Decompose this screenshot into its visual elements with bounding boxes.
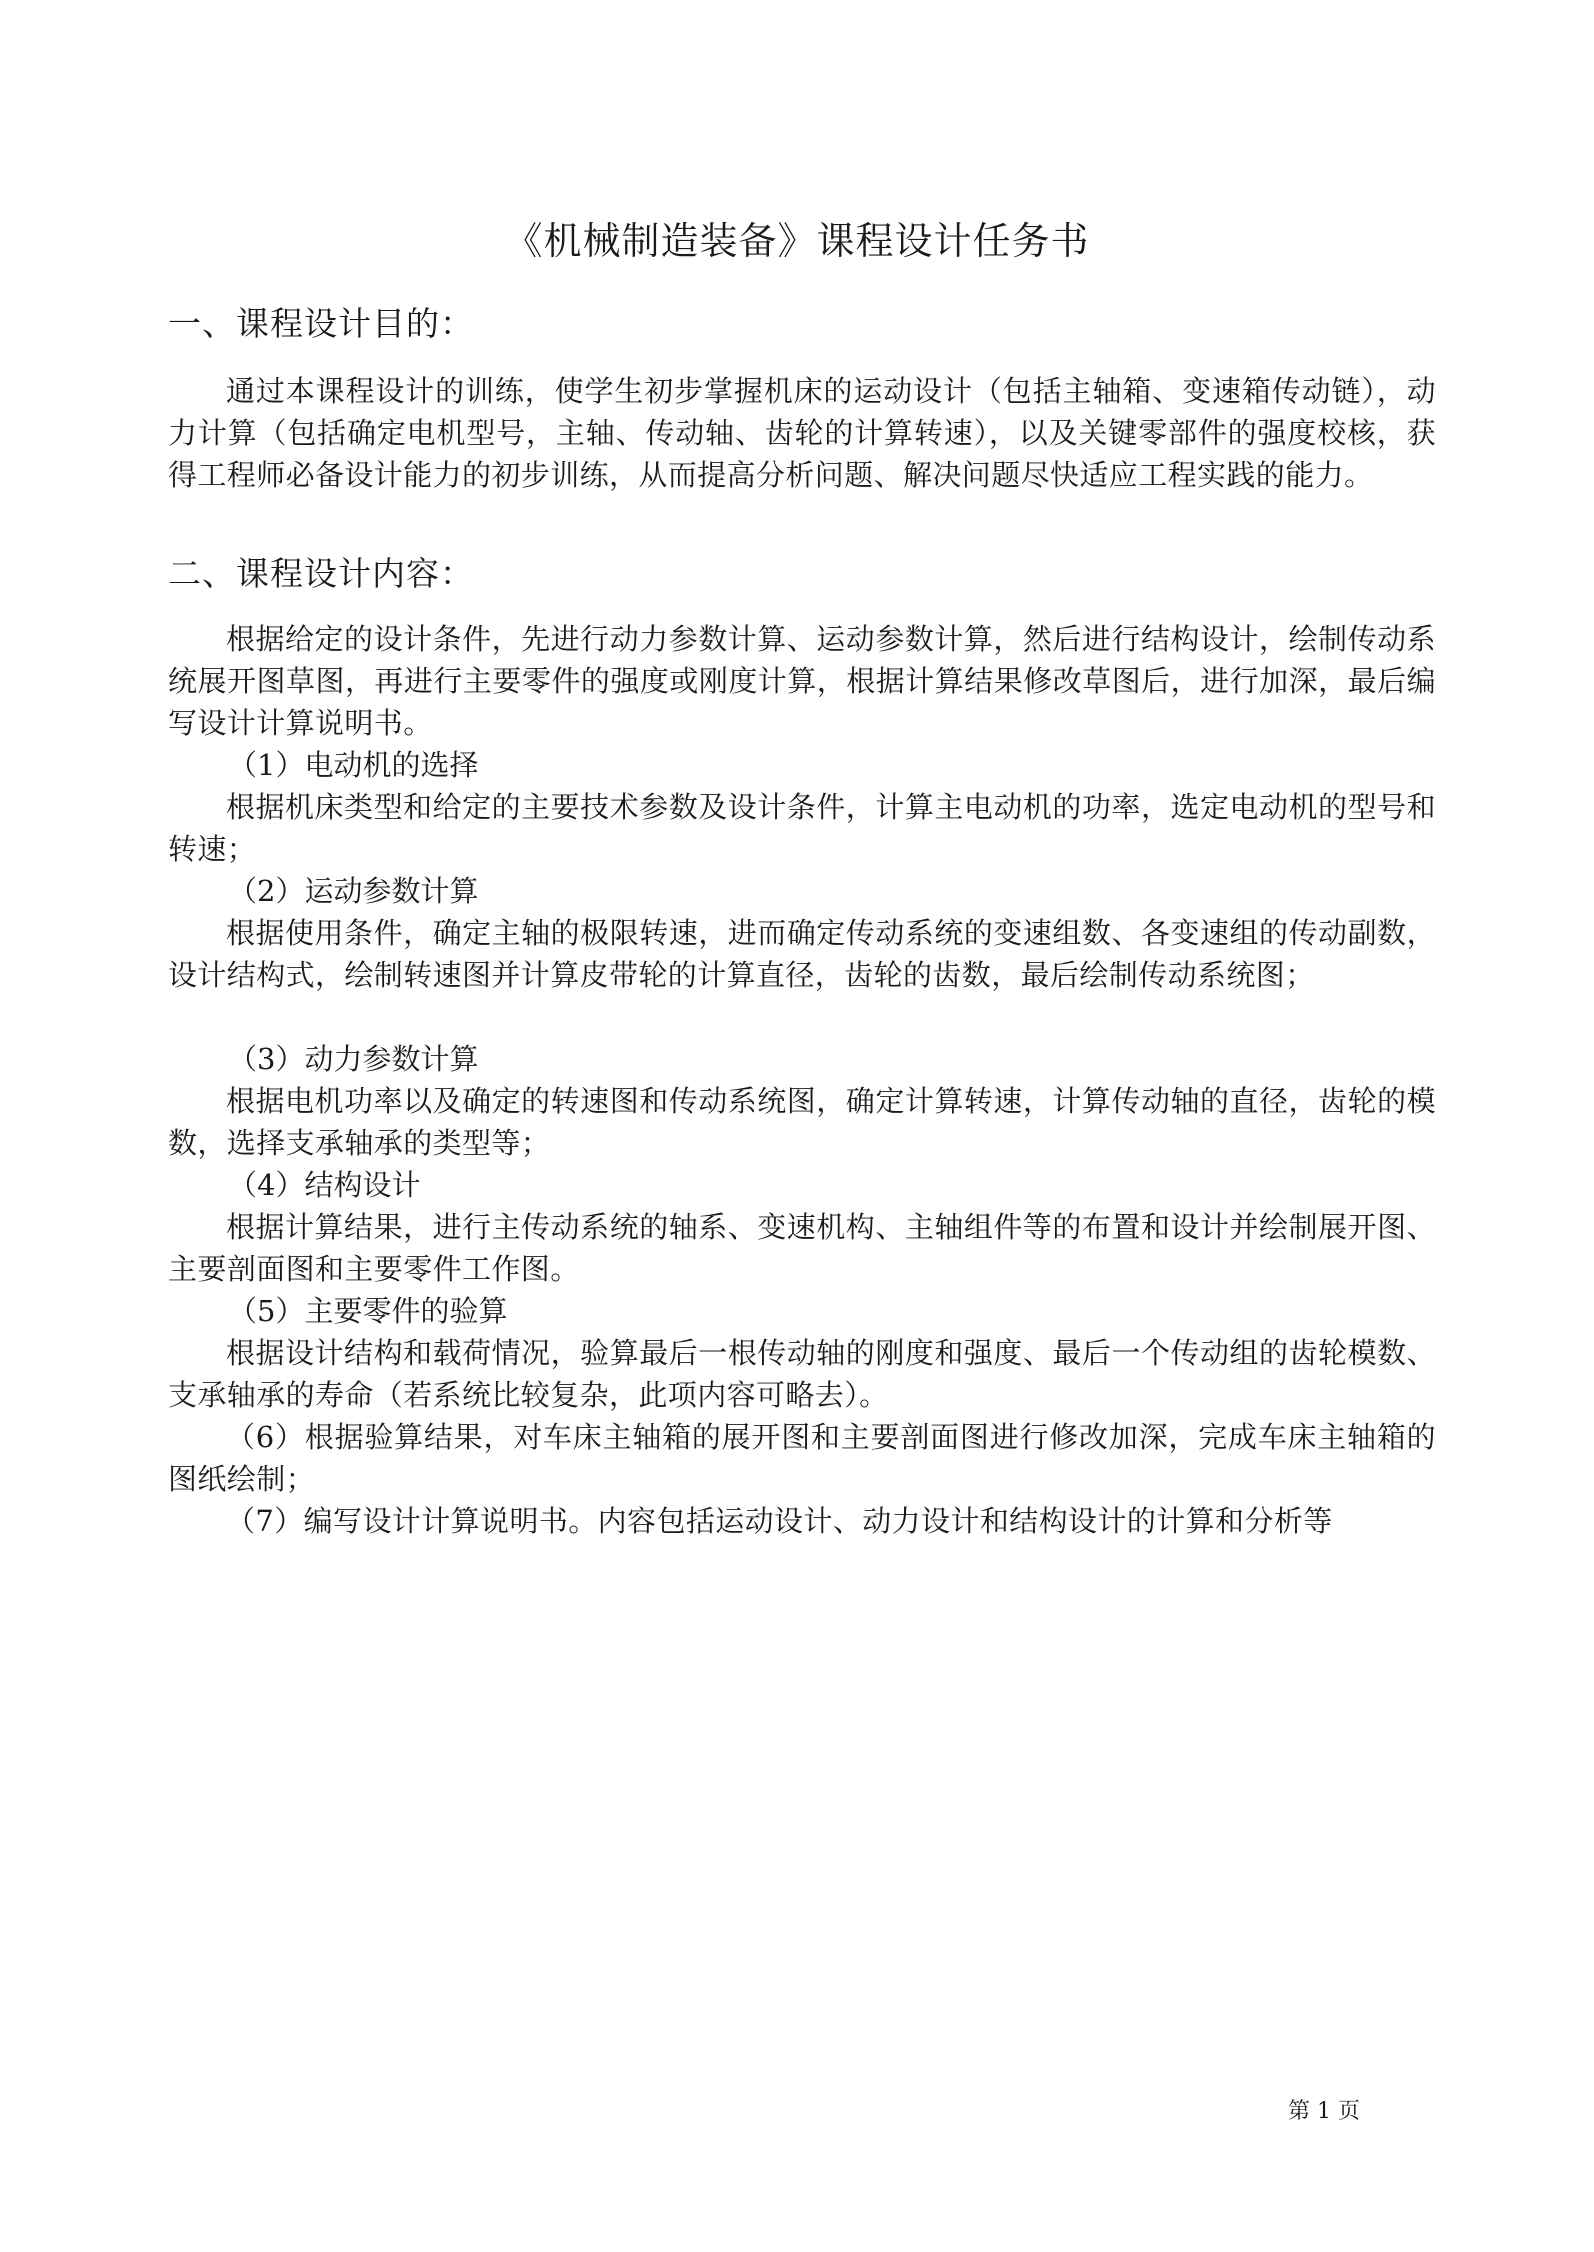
- item-title-structure-design: （4）结构设计: [228, 1168, 421, 1202]
- item-title-motion-parameters: （2）运动参数计算: [228, 874, 479, 908]
- item-title-motor-selection: （1）电动机的选择: [228, 748, 479, 782]
- section-heading-purpose: 一、课程设计目的：: [168, 304, 474, 343]
- item-text-motor-selection: 根据机床类型和给定的主要技术参数及设计条件，计算主电动机的功率，选定电动机的型号和转速；: [168, 790, 1436, 866]
- page-number: 第 1 页: [1288, 2099, 1360, 2124]
- purpose-paragraph: 通过本课程设计的训练，使学生初步掌握机床的运动设计（包括主轴箱、变速箱传动链），动力计算（包括确定电机型号，主轴、传动轴、齿轮的计算转速），以及关键零部件的强度校核，获得工程师必备设计能力的初步训练，从而提高分析问题、解决问题尽快适应工程实践的能力。: [168, 374, 1436, 492]
- document-title: 《机械制造装备》课程设计任务书: [504, 219, 1090, 263]
- item-title-part-verification: （5）主要零件的验算: [228, 1294, 508, 1328]
- item-6-paragraph: （6）根据验算结果，对车床主轴箱的展开图和主要剖面图进行修改加深，完成车床主轴箱的图纸绘制；: [168, 1420, 1436, 1496]
- item-title-power-parameters: （3）动力参数计算: [228, 1042, 479, 1076]
- item-text-power-parameters: 根据电机功率以及确定的转速图和传动系统图，确定计算转速，计算传动轴的直径，齿轮的模数，选择支承轴承的类型等；: [168, 1084, 1436, 1160]
- item-text-part-verification: 根据设计结构和载荷情况，验算最后一根传动轴的刚度和强度、最后一个传动组的齿轮模数、支承轴承的寿命（若系统比较复杂，此项内容可略去）。: [168, 1336, 1436, 1412]
- content-intro-paragraph: 根据给定的设计条件，先进行动力参数计算、运动参数计算，然后进行结构设计，绘制传动系统展开图草图，再进行主要零件的强度或刚度计算，根据计算结果修改草图后，进行加深，最后编写设计计算说明书。: [168, 622, 1436, 740]
- item-7-paragraph: （7）编写设计计算说明书。内容包括运动设计、动力设计和结构设计的计算和分析等: [226, 1504, 1333, 1538]
- section-heading-content: 二、课程设计内容：: [168, 554, 474, 593]
- item-text-structure-design: 根据计算结果，进行主传动系统的轴系、变速机构、主轴组件等的布置和设计并绘制展开图、主要剖面图和主要零件工作图。: [168, 1210, 1436, 1286]
- item-text-motion-parameters: 根据使用条件，确定主轴的极限转速，进而确定传动系统的变速组数、各变速组的传动副数，设计结构式，绘制转速图并计算皮带轮的计算直径，齿轮的齿数，最后绘制传动系统图；: [168, 916, 1436, 992]
